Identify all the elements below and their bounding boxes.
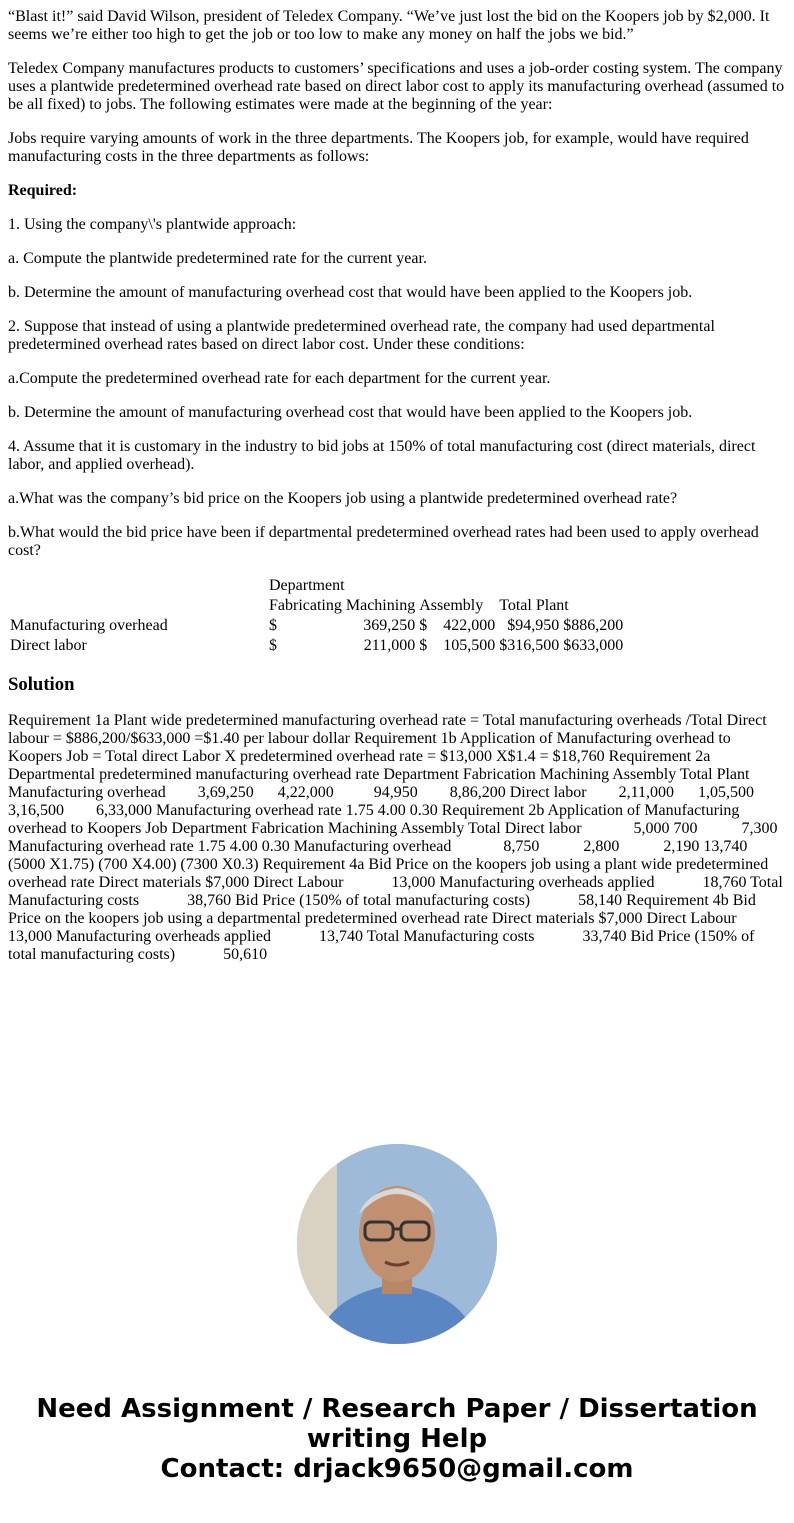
requirement-item: b.What would the bid price have been if departmental predetermined overhead rates had been used to apply overhead cost? [8,524,759,559]
col-header: Machining [345,597,416,614]
intro-paragraph: Teledex Company manufactures products to customers’ specifications and uses a job-order costing system. The company uses a plantwide predetermined overhead rate based on direct labor cost to apply its manufacturing overhead (assumed to be all fixed) to jobs. The following estimates were made at the beginning of the year: [8,60,785,113]
cell: $886,200 [563,617,624,634]
cell: $316,500 [499,637,560,654]
table-header-row [8,596,625,616]
cell: 422,000 [443,617,496,634]
requirement-item: a.What was the company’s bid price on the Koopers job using a plantwide predetermined overhead rate? [8,490,678,507]
cell: 369,250 [363,617,416,634]
intro-paragraph: Jobs require varying amounts of work in the three departments. The Koopers job, for example, would have required manufacturing costs in the three departments as follows: [8,130,749,165]
table-row [8,636,625,656]
cell: $633,000 [563,637,624,654]
contact-footer [8,1394,786,1484]
requirement-item: a.Compute the predetermined overhead rate for each department for the current year. [8,370,551,387]
avatar [297,1144,497,1344]
footer-contact-text: Contact: drjack9650@gmail.com [160,1454,634,1484]
cell: 105,500 [443,637,496,654]
cell: $94,950 [507,617,560,634]
cell: 211,000 [363,637,416,654]
cell: $ [419,617,428,634]
cell: $ [419,637,428,654]
requirement-item: 4. Assume that it is customary in the industry to bid jobs at 150% of total manufacturing cost (direct materials, direct labor, and applied overhead). [8,438,756,473]
solution-text: Requirement 1a Plant wide predetermined manufacturing overhead rate = Total manufacturing overheads /Total Direct labour = $886,200/$633,000 =$1.40 per labour dollar Requirement 1b Application of Manufacturing overhead to Koopers Job = Total direct Labor X predetermined overhead rate = $13,000 X$1.4 = $18,760 Requirement 2a Departmental predetermined manufacturing overhead rate Department Fabrication Machining Assembly Total Plant Manufacturing overhead 3,69,250 4,22,000 94,950 8,86,200 Direct labor 2,11,000 1,05,500 3,16,500 6,33,000 Manufacturing overhead rate 1.75 4.00 0.30 Requirement 2b Application of Manufacturing overhead to Koopers Job Department Fabrication Machining Assembly Total Direct labor 5,000 700 7,300 Manufacturing overhead rate 1.75 4.00 0.30 Manufacturing overhead 8,750 2,800 2,190 13,740 (5000 X1.75) (700 X4.00) (7300 X0.3) Requirement 4a Bid Price on the koopers job using a plant wide predetermined overhead rate Direct materials $7,000 Direct Labour 13,000 Manufacturing overheads applied 18,760 Total Manufacturing costs 38,760 Bid Price (150% of total manufacturing costs) 58,140 Requirement 4b Bid Price on the koopers job using a departmental predetermined overhead rate Direct materials $7,000 Direct Labour 13,000 Manufacturing overheads applied 13,740 Total Manufacturing costs 33,740 Bid Price (150% of total manufacturing costs) 50,610 [8,712,787,963]
col-header: Total Plant [499,597,569,614]
avatar-container [8,1144,786,1344]
requirement-item: b. Determine the amount of manufacturing overhead cost that would have been applied to the Koopers job. [8,284,693,301]
required-label: Required: [8,182,78,199]
footer-help-text: Need Assignment / Research Paper / Dissertation writing Help [36,1394,758,1454]
cell: $ [269,617,277,634]
question [8,8,786,560]
solution-heading: Solution [8,674,75,695]
cell: $ [269,637,277,654]
requirement-item: a. Compute the plantwide predetermined rate for the current year. [8,250,427,267]
person-photo-icon [297,1144,497,1344]
requirement-item: 2. Suppose that instead of using a plantwide predetermined overhead rate, the company had used departmental predetermined overhead rates based on direct labor cost. Under these conditions: [8,318,715,353]
table-row [8,616,625,636]
row-label: Direct labor [10,637,87,654]
col-header: Fabricating [269,597,342,614]
department-header: Department [269,577,345,594]
requirement-item: 1. Using the company\'s plantwide approach: [8,216,297,233]
row-label: Manufacturing overhead [10,617,168,634]
intro-paragraph: “Blast it!” said David Wilson, president of Teledex Company. “We’ve just lost the bid on the Koopers job by $2,000. It seems we’re either too high to get the job or too low to make any money on half the jobs we bid.” [8,8,770,43]
estimates-table [8,576,625,656]
table-group-header-row [8,576,625,596]
requirement-item: b. Determine the amount of manufacturing overhead cost that would have been applied to the Koopers job. [8,404,693,421]
col-header: Assembly [419,597,484,614]
